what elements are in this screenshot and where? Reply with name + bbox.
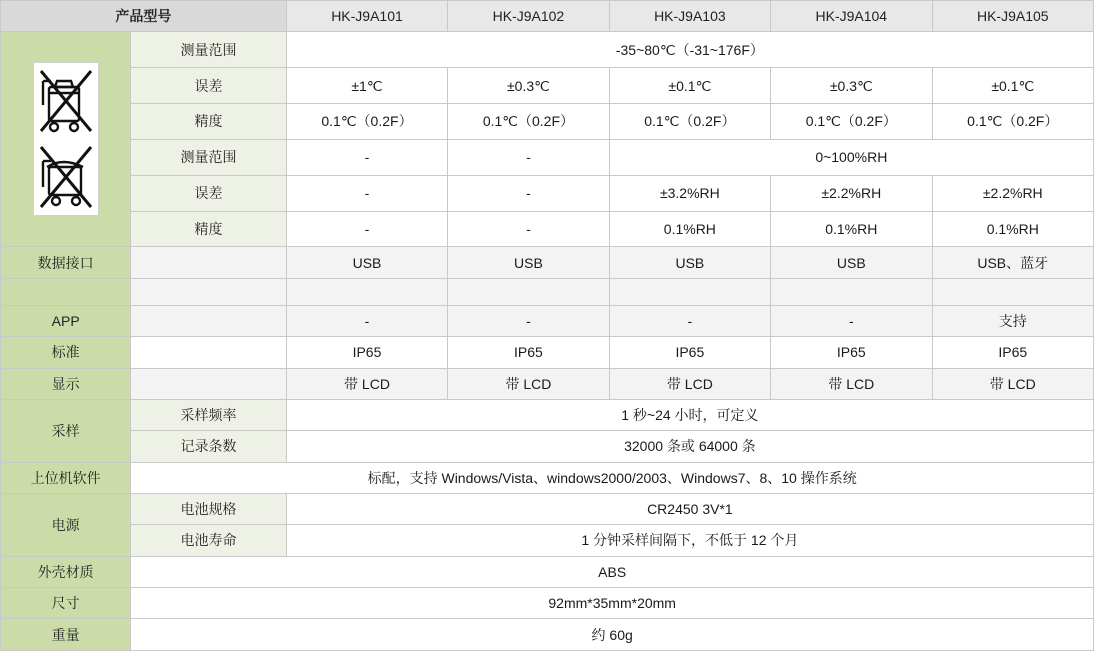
table-row <box>1 104 1094 140</box>
temp-accuracy-model-4: 0.1℃（0.2F） <box>771 104 932 140</box>
table-row <box>1 619 1094 651</box>
battery-life-value: 1 分钟采样间隔下，不低于 12 个月 <box>286 525 1093 556</box>
humidity-error-model-2: - <box>448 175 609 211</box>
standard-model-5: IP65 <box>932 337 1093 368</box>
humidity-error-model-3: ±3.2%RH <box>609 175 770 211</box>
data-interface-model-5: USB、蓝牙 <box>932 247 1093 278</box>
humidity-accuracy-model-5: 0.1%RH <box>932 211 1093 247</box>
row-label-power: 电源 <box>1 493 131 556</box>
temp-accuracy-model-2: 0.1℃（0.2F） <box>448 104 609 140</box>
table-row <box>1 368 1094 399</box>
weee-icon-cell <box>1 32 131 247</box>
record-count-sublabel: 记录条数 <box>131 431 286 462</box>
display-spacer <box>131 368 286 399</box>
empty-model-2 <box>448 278 609 305</box>
table-row <box>1 247 1094 278</box>
app-model-2: - <box>448 305 609 336</box>
temp-error-model-2: ±0.3℃ <box>448 68 609 104</box>
table-row <box>1 493 1094 524</box>
app-spacer <box>131 305 286 336</box>
humidity-error-model-4: ±2.2%RH <box>771 175 932 211</box>
humidity-accuracy-model-1: - <box>286 211 447 247</box>
row-label-data-interface: 数据接口 <box>1 247 131 278</box>
app-model-4: - <box>771 305 932 336</box>
temp-accuracy-model-5: 0.1℃（0.2F） <box>932 104 1093 140</box>
display-model-1: 带 LCD <box>286 368 447 399</box>
humidity-error-model-5: ±2.2%RH <box>932 175 1093 211</box>
row-label-empty <box>1 278 131 305</box>
data-interface-model-2: USB <box>448 247 609 278</box>
standard-model-1: IP65 <box>286 337 447 368</box>
humidity-accuracy-model-3: 0.1%RH <box>609 211 770 247</box>
row-label-standard: 标准 <box>1 337 131 368</box>
empty-model-3 <box>609 278 770 305</box>
temp-error-model-3: ±0.1℃ <box>609 68 770 104</box>
display-model-2: 带 LCD <box>448 368 609 399</box>
battery-life-sublabel: 电池寿命 <box>131 525 286 556</box>
humidity-accuracy-model-2: - <box>448 211 609 247</box>
table-row-empty <box>1 278 1094 305</box>
temp-range-sublabel: 测量范围 <box>131 32 286 68</box>
standard-model-4: IP65 <box>771 337 932 368</box>
pc-software-value: 标配，支持 Windows/Vista、windows2000/2003、Windows7、8、10 操作系统 <box>131 462 1094 493</box>
row-label-housing-material: 外壳材质 <box>1 556 131 587</box>
app-model-1: - <box>286 305 447 336</box>
weight-value: 约 60g <box>131 619 1094 651</box>
temp-error-model-1: ±1℃ <box>286 68 447 104</box>
standard-model-3: IP65 <box>609 337 770 368</box>
table-row <box>1 556 1094 587</box>
empty-model-5 <box>932 278 1093 305</box>
empty-model-1 <box>286 278 447 305</box>
header-model-2: HK-J9A102 <box>448 1 609 32</box>
humidity-range-model-1: - <box>286 139 447 175</box>
humidity-error-model-1: - <box>286 175 447 211</box>
humidity-range-merged: 0~100%RH <box>609 139 1093 175</box>
temp-error-sublabel: 误差 <box>131 68 286 104</box>
battery-spec-value: CR2450 3V*1 <box>286 493 1093 524</box>
display-model-5: 带 LCD <box>932 368 1093 399</box>
data-interface-model-1: USB <box>286 247 447 278</box>
row-label-sampling: 采样 <box>1 399 131 462</box>
humidity-accuracy-model-4: 0.1%RH <box>771 211 932 247</box>
record-count-value: 32000 条或 64000 条 <box>286 431 1093 462</box>
humidity-accuracy-sublabel: 精度 <box>131 211 286 247</box>
header-model-1: HK-J9A101 <box>286 1 447 32</box>
sampling-frequency-sublabel: 采样频率 <box>131 399 286 430</box>
display-model-4: 带 LCD <box>771 368 932 399</box>
data-interface-model-4: USB <box>771 247 932 278</box>
row-label-display: 显示 <box>1 368 131 399</box>
empty-spacer <box>131 278 286 305</box>
header-model-4: HK-J9A104 <box>771 1 932 32</box>
table-row <box>1 462 1094 493</box>
temp-accuracy-sublabel: 精度 <box>131 104 286 140</box>
table-row <box>1 525 1094 556</box>
app-model-3: - <box>609 305 770 336</box>
weee-crossed-out-wheelie-bin-icon <box>33 62 99 216</box>
header-model-3: HK-J9A103 <box>609 1 770 32</box>
humidity-range-sublabel: 测量范围 <box>131 139 286 175</box>
dimensions-value: 92mm*35mm*20mm <box>131 588 1094 619</box>
header-product-model-label: 产品型号 <box>1 1 287 32</box>
display-model-3: 带 LCD <box>609 368 770 399</box>
battery-spec-sublabel: 电池规格 <box>131 493 286 524</box>
table-row <box>1 68 1094 104</box>
table-row <box>1 337 1094 368</box>
housing-material-value: ABS <box>131 556 1094 587</box>
temp-range-value: -35~80℃（-31~176F） <box>286 32 1093 68</box>
table-row <box>1 175 1094 211</box>
table-header-row <box>1 1 1094 32</box>
table-row <box>1 139 1094 175</box>
table-row <box>1 431 1094 462</box>
row-label-pc-software: 上位机软件 <box>1 462 131 493</box>
table-row <box>1 588 1094 619</box>
temp-error-model-4: ±0.3℃ <box>771 68 932 104</box>
standard-model-2: IP65 <box>448 337 609 368</box>
standard-spacer <box>131 337 286 368</box>
table-row <box>1 211 1094 247</box>
row-label-weight: 重量 <box>1 619 131 651</box>
table-row <box>1 399 1094 430</box>
data-interface-model-3: USB <box>609 247 770 278</box>
table-row <box>1 305 1094 336</box>
row-label-app: APP <box>1 305 131 336</box>
header-model-5: HK-J9A105 <box>932 1 1093 32</box>
row-spacer-data-interface <box>131 247 286 278</box>
temp-error-model-5: ±0.1℃ <box>932 68 1093 104</box>
empty-model-4 <box>771 278 932 305</box>
row-label-dimensions: 尺寸 <box>1 588 131 619</box>
table-row <box>1 32 1094 68</box>
temp-accuracy-model-3: 0.1℃（0.2F） <box>609 104 770 140</box>
temp-accuracy-model-1: 0.1℃（0.2F） <box>286 104 447 140</box>
app-model-5: 支持 <box>932 305 1093 336</box>
humidity-range-model-2: - <box>448 139 609 175</box>
sampling-frequency-value: 1 秒~24 小时，可定义 <box>286 399 1093 430</box>
humidity-error-sublabel: 误差 <box>131 175 286 211</box>
